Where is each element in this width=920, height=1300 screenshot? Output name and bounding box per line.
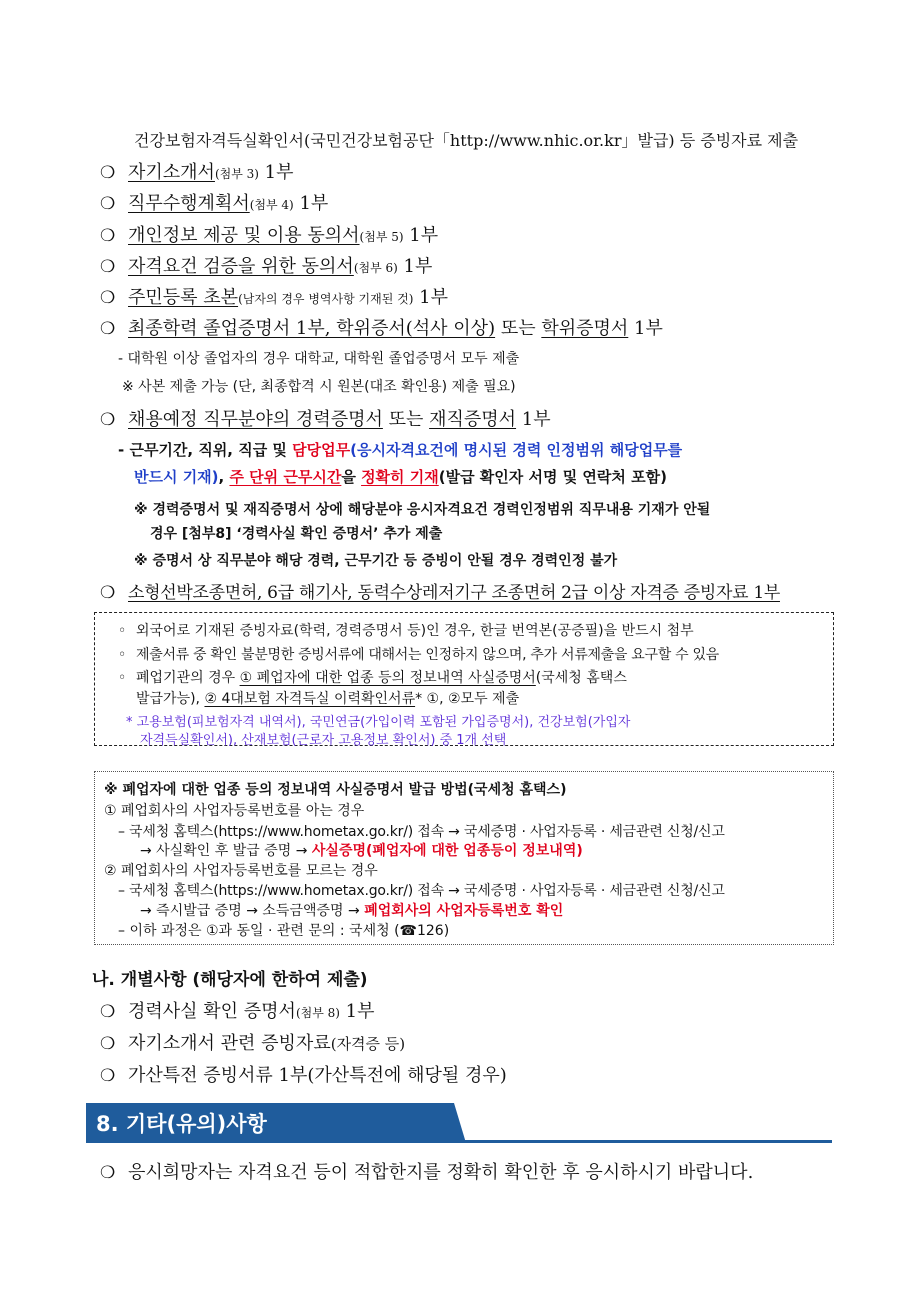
item-label: 소형선박조종면허, 6급 해기사, 동력수상레저기구 조종면허 2급 이상 자격증 증빙자료 1부 — [128, 583, 780, 603]
hometax-note: – 이하 과정은 ①과 동일 · 관련 문의 : 국세청 (☎126) — [118, 923, 450, 939]
section-individual-title: 나. 개별사항 (해당자에 한하여 제출) — [92, 970, 368, 990]
list-item-license — [100, 578, 780, 603]
bullet: ◦ — [118, 623, 127, 639]
notice-text: 응시희망자는 자격요건 등이 적합한지를 정확히 확인한 후 응시하시기 바랍니다. — [128, 1162, 754, 1183]
career-detail-line1 — [118, 439, 682, 460]
item-count: 1부 — [397, 256, 433, 277]
item-note: (첨부 4) — [249, 198, 294, 212]
notice-line3 — [118, 667, 627, 687]
detail-blue: (응시자격요건에 명시된 경력 인정범위 해당업무를 — [350, 441, 683, 459]
notice-text: 폐업기관의 경우 — [136, 670, 240, 686]
item-note: (남자의 경우 병역사항 기재된 것) — [238, 292, 414, 306]
bullet: ❍ — [100, 1066, 116, 1086]
item-label: 자격요건 검증을 위한 동의서 — [128, 256, 354, 277]
list-item-intro-evidence — [100, 1029, 405, 1055]
bullet: ◦ — [118, 670, 127, 686]
item-label: 주민등록 초본 — [128, 287, 239, 308]
item-label: 가산특전 증빙서류 1부(가산특전에 해당될 경우) — [128, 1065, 507, 1086]
item-label: 최종학력 졸업증명서 1부, 학위증서(석사 이상) — [128, 318, 496, 339]
item-count: 1부 — [403, 225, 439, 246]
notice-text: * ①, ②모두 제출 — [415, 691, 520, 707]
list-item-career — [100, 405, 551, 431]
hometax-case2: ② 폐업회사의 사업자등록번호를 모르는 경우 — [104, 863, 378, 879]
bullet: ❍ — [100, 226, 116, 246]
bullet: ❍ — [100, 583, 115, 603]
career-note2: ※ 증명서 상 직무분야 해당 경력, 근무기간 등 증빙이 안될 경우 경력인정 불가 — [134, 553, 618, 569]
notice-line6: 자격득실확인서), 산재보험(근로자 고용정보 확인서) 중 1개 선택 — [140, 733, 507, 748]
list-item-resident-abstract — [100, 283, 448, 309]
top-line: 건강보험자격득실확인서(국민건강보험공단「http://www.nhic.or.kr」발급) 등 증빙자료 제출 — [134, 131, 799, 150]
item-count: 1부 — [293, 193, 329, 214]
education-copy-note: ※ 사본 제출 가능 (단, 최종합격 시 원본(대조 확인용) 제출 필요) — [122, 379, 516, 395]
detail-text: (발급 확인자 서명 및 연락처 포함) — [438, 468, 667, 486]
notice-line4 — [136, 688, 519, 708]
item-note: (자격증 등) — [330, 1035, 406, 1053]
list-item-privacy-consent — [100, 221, 438, 247]
item-note: (첨부 6) — [353, 261, 398, 275]
notice-line5: * 고용보험(피보험자격 내역서), 국민연금(가입이력 포함된 가입증명서), 건강보험(가입자 — [126, 715, 631, 730]
career-detail-line2 — [134, 466, 667, 487]
section-header-rule — [86, 1140, 832, 1143]
hometax-case2-step2 — [140, 900, 563, 920]
detail-text: , — [218, 468, 230, 486]
education-sub-note: - 대학원 이상 졸업자의 경우 대학교, 대학원 졸업증명서 모두 제출 — [118, 351, 520, 367]
item-count: 1부 — [413, 287, 448, 308]
detail-text: - 근무기간, 직위, 직급 및 — [118, 441, 293, 459]
item-label: 직무수행계획서 — [128, 193, 250, 214]
step-text: → 즉시발급 증명 → 소득금액증명 → — [140, 903, 365, 919]
career-note1b: 경우 [첨부8] ‘경력사실 확인 증명서’ 추가 제출 — [150, 526, 443, 542]
detail-text: 을 — [341, 468, 362, 486]
item-label: 재직증명서 — [429, 409, 517, 430]
hometax-case1-step2 — [140, 840, 583, 860]
notice-text: 제출서류 중 확인 불분명한 증빙서류에 대해서는 인정하지 않으며, 추가 서류제출을 요구할 수 있음 — [136, 647, 719, 663]
section8-notice — [100, 1158, 753, 1184]
hometax-case1: ① 폐업회사의 사업자등록번호를 아는 경우 — [104, 803, 365, 819]
step-highlight: 폐업회사의 사업자등록번호 확인 — [364, 903, 564, 919]
notice-text: 발급가능), — [136, 691, 205, 707]
item-label: 채용예정 직무분야의 경력증명서 — [128, 409, 383, 430]
notice-line1 — [118, 620, 694, 640]
detail-red: 주 단위 근무시간 — [229, 468, 342, 486]
item-count: 1부 — [628, 318, 663, 339]
notice-text: ② 4대보험 자격득실 이력확인서류 — [204, 691, 416, 707]
detail-blue: 반드시 기재) — [134, 468, 219, 486]
list-item-self-intro — [100, 158, 294, 184]
item-label: 자기소개서 — [128, 162, 215, 183]
hometax-title: ※ 폐업자에 대한 업종 등의 정보내역 사실증명서 발급 방법(국세청 홈택스) — [104, 782, 567, 798]
step-highlight: 사실증명(폐업자에 대한 업종등이 정보내역) — [311, 843, 583, 859]
item-label: 학위증명서 — [541, 318, 629, 339]
item-label: 자기소개서 관련 증빙자료 — [128, 1033, 331, 1054]
item-note: (첨부 8) — [295, 1006, 340, 1020]
bullet: ❍ — [100, 410, 116, 430]
hometax-case1-step1: – 국세청 홈텍스(https://www.hometax.go.kr/) 접속 → 국세증명 · 사업자등록 · 세금관련 신청/신고 — [118, 824, 725, 840]
bullet: ❍ — [100, 163, 116, 183]
item-note: (첨부 5) — [359, 230, 404, 244]
bullet: ❍ — [100, 257, 116, 277]
item-note: (첨부 3) — [214, 167, 259, 181]
notice-text: ① 폐업자에 대한 업종 등의 정보내역 사실증명서 — [239, 670, 536, 686]
notice-text: 외국어로 기재된 증빙자료(학력, 경력증명서 등)인 경우, 한글 번역본(공증필)을 반드시 첨부 — [136, 623, 694, 639]
bullet: ❍ — [100, 1034, 116, 1054]
list-item-education — [100, 314, 663, 340]
item-count: 1부 — [516, 409, 551, 430]
item-label: 경력사실 확인 증명서 — [128, 1001, 296, 1022]
list-item-bonus-docs — [100, 1061, 507, 1087]
bullet: ❍ — [100, 1163, 116, 1183]
bullet: ❍ — [100, 1002, 116, 1022]
item-label: 개인정보 제공 및 이용 동의서 — [128, 225, 360, 246]
bullet: ◦ — [118, 647, 126, 663]
career-note1a: ※ 경력증명서 및 재직증명서 상에 해당분야 응시자격요건 경력인정범위 직무내용 기재가 안될 — [134, 502, 711, 518]
bullet: ❍ — [100, 194, 116, 214]
list-item-verify-consent — [100, 252, 432, 278]
item-count: 1부 — [258, 162, 294, 183]
list-item-job-plan — [100, 189, 328, 215]
notice-line2 — [118, 644, 719, 664]
bullet: ❍ — [100, 288, 116, 308]
hometax-case2-step1: – 국세청 홈텍스(https://www.hometax.go.kr/) 접속 → 국세증명 · 사업자등록 · 세금관련 신청/신고 — [118, 883, 725, 899]
detail-red: 담당업무 — [292, 441, 351, 459]
list-item-career-cert — [100, 997, 375, 1023]
bullet: ❍ — [100, 319, 116, 339]
notice-text: (국세청 홈택스 — [535, 670, 627, 686]
item-text: 또는 — [495, 318, 542, 339]
step-text: → 사실확인 후 발급 증명 → — [140, 843, 312, 859]
section-header-title: 8. 기타(유의)사항 — [96, 1112, 267, 1136]
detail-red: 정확히 기재 — [361, 468, 439, 486]
item-count: 1부 — [339, 1001, 375, 1022]
item-text: 또는 — [382, 409, 430, 430]
